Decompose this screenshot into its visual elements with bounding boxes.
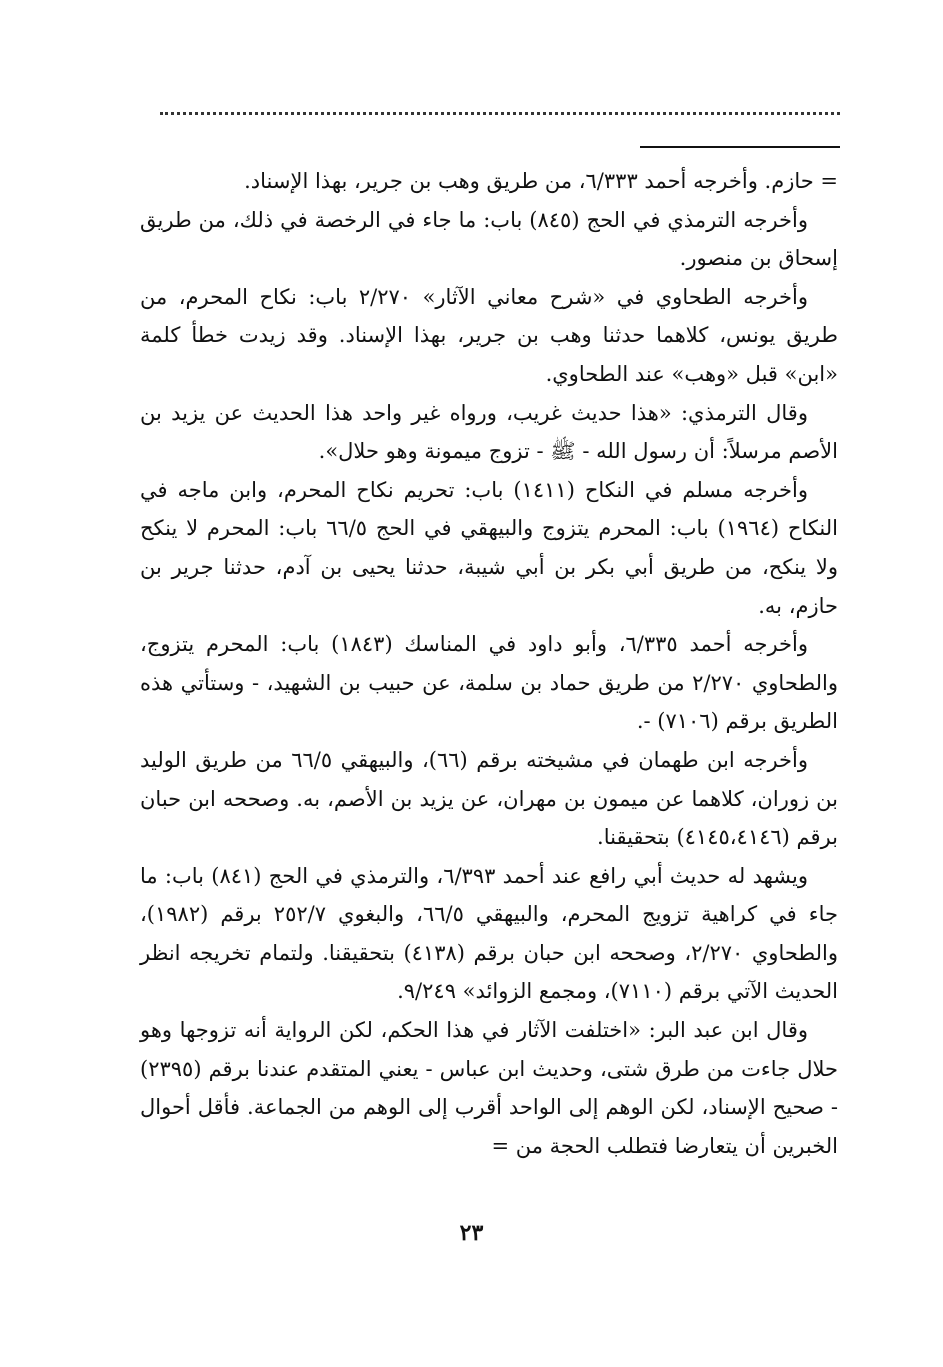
footnote-paragraph: وأخرجه أحمد ٦/٣٣٥، وأبو داود في المناسك (١٨٤٣) باب: المحرم يتزوج، والطحاوي ٢/٢٧٠ من طريق حماد بن سلمة، عن حبيب بن الشهيد، - وستأتي هذه الطريق برقم (٧١٠٦) -. — [140, 632, 838, 734]
footnote-paragraph: = حازم. وأخرجه أحمد ٦/٣٣٣، من طريق وهب بن جرير، بهذا الإسناد. — [244, 169, 838, 193]
footnote-rule — [640, 146, 840, 148]
footnote-paragraph: وأخرجه الترمذي في الحج (٨٤٥) باب: ما جاء في الرخصة في ذلك، من طريق إسحاق بن منصور. — [140, 207, 838, 271]
footnotes-block — [140, 162, 838, 1165]
footnote-paragraph: وأخرجه مسلم في النكاح (١٤١١) باب: تحريم نكاح المحرم، وابن ماجه في النكاح (١٩٦٤) باب: المحرم يتزوج والبيهقي في الحج ٦٦/٥ باب: المحرم لا ينكح ولا ينكح، من طريق أبي بكر بن أبي شيبة، حدثنا يحيى بن آدم، حدثنا جرير بن حازم، به. — [140, 477, 838, 618]
page-number: ٢٣ — [459, 1220, 484, 1246]
footnote-paragraph: وأخرجه ابن طهمان في مشيخته برقم (٦٦)، والبيهقي ٦٦/٥ من طريق الوليد بن زوران، كلاهما عن ميمون بن مهران، عن يزيد بن الأصم، به. وصححه ابن حبان برقم (٤١٤٥،٤١٤٦) بتحقيقنا. — [140, 747, 838, 850]
footnote-paragraph: وقال الترمذي: «هذا حديث غريب، ورواه غير واحد هذا الحديث عن يزيد بن الأصم مرسلاً: أن رسول الله - ﷺ - تزوج ميمونة وهو حلال». — [140, 400, 838, 464]
dotted-separator — [160, 112, 840, 115]
footnote-paragraph: ويشهد له حديث أبي رافع عند أحمد ٦/٣٩٣، والترمذي في الحج (٨٤١) باب: ما جاء في كراهية تزويج المحرم، والبيهقي ٦٦/٥، والبغوي ٢٥٢/٧ برقم (١٩٨٢)، والطحاوي ٢/٢٧٠، وصححه ابن حبان برقم (٤١٣٨) بتحقيقنا. ولتمام تخريجه انظر الحديث الآتي برقم (٧١١٠)، ومجمع الزوائد» ٩/٢٤٩. — [140, 863, 838, 1004]
footnote-paragraph: وقال ابن عبد البر: «اختلفت الآثار في هذا الحكم، لكن الرواية أنه تزوجها وهو حلال جاءت من طرق شتى، وحديث ابن عباس - يعني المتقدم عندنا برقم (٢٣٩٥) - صحيح الإسناد، لكن الوهم إلى الواحد أقرب إلى الوهم من الجماعة. فأقل أحوال الخبرين أن يتعارضا فتطلب الحجة من = — [140, 1018, 838, 1158]
footnote-paragraph: وأخرجه الطحاوي في «شرح معاني الآثار» ٢/٢٧٠ باب: نكاح المحرم، من طريق يونس، كلاهما حدثنا وهب بن جرير، بهذا الإسناد. وقد زيدت خطأ كلمة «ابن» قبل «وهب» عند الطحاوي. — [140, 284, 838, 386]
